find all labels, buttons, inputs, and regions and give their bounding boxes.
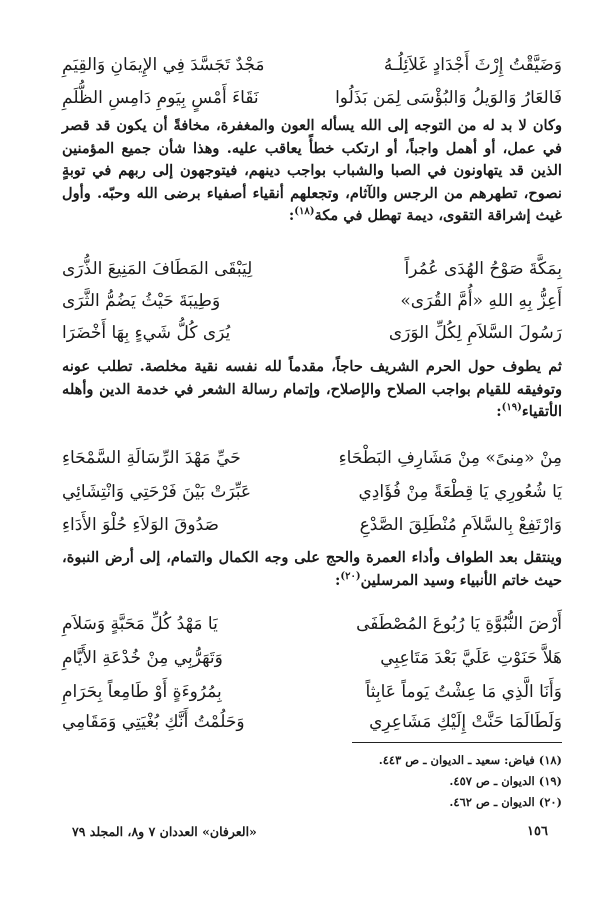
- verse-second-hemistich: صَدُوقَ الوَلاَءِ حُلْوَ الأَدَاءِ: [62, 515, 219, 535]
- footnote-item: (١٩) الديوان ـ ص ٤٥٧.: [449, 774, 562, 788]
- verse-second-hemistich: مَجْدٌ تَجَسَّدَ فِي الإِيمَانِ وَالقِيَمِ: [62, 55, 265, 75]
- paragraph-text: ثم يطوف حول الحرم الشريف حاجاً، مقدماً لله نفسه نقية مخلصة. تطلب عونه وتوفيقه للقيام بواجب الصلاح والإصلاح، وإتمام رسالة الشعر في خدمة الدين وأهله الأتقياء: [62, 358, 562, 420]
- verse-line: [62, 677, 562, 707]
- verse-first-hemistich: مِنْ «مِنىً» مِنْ مَشَارِفِ البَطْحَاءِ: [338, 448, 562, 468]
- verse-second-hemistich: يُرَى كُلُّ شَيءٍ بِهَا أَخْضَرَا: [62, 323, 231, 343]
- verse-line: [62, 707, 562, 737]
- verse-second-hemistich: نَقَاءَ أَمْسٍ بِيَومِ دَامِسِ الظُّلَمِ: [62, 88, 259, 108]
- verse-second-hemistich: لِيَبْقَى المَطَافَ المَنِيعَ الذُّرَى: [62, 259, 253, 279]
- verse-second-hemistich: عَبِّرَتْ بَيْنَ فَرْحَتِي وَانْتِشَائِي: [62, 482, 252, 502]
- verse-second-hemistich: بِمُرُوءَةٍ أَوْ طَامِعاً بِحَرَامِ: [62, 682, 222, 702]
- verse-line: [62, 510, 562, 540]
- verse-first-hemistich: وَأَنَا الَّذِي مَا عِشْتُ يَوماً عَابِثاً: [365, 682, 562, 702]
- verse-line: [62, 83, 562, 113]
- footnote-divider: [352, 742, 562, 743]
- paragraph: وينتقل بعد الطواف وأداء العمرة والحج على وجه الكمال والتمام، إلى أرض النبوة، حيث خاتم الأنبياء وسيد المرسلين$^{(٢٠)}$:: [62, 549, 562, 589]
- verse-line: [62, 643, 562, 673]
- verse-first-hemistich: هَلاَّ حَنَوْتِ عَلَيَّ بَعْدَ مَتَاعِبِي: [380, 648, 562, 668]
- footnote-reference: (٢٠): [340, 570, 361, 582]
- verse-first-hemistich: رَسُولَ السَّلاَمِ لِكُلِّ الوَرَى: [388, 323, 562, 343]
- footnote-reference: (١٨): [294, 206, 315, 218]
- footnote-reference: (١٩): [501, 402, 522, 414]
- verse-first-hemistich: فَالعَارُ وَالوَيلُ وَالبُؤْسَى لِمَن بَذَلُوا: [335, 88, 562, 108]
- verse-second-hemistich: وَتَهَرُّبِي مِنْ خُدْعَةِ الأَيَّامِ: [62, 648, 223, 668]
- verse-line: [62, 477, 562, 507]
- verse-first-hemistich: وَضَيَّقْتُ إِرْثَ أَجْدَادٍ غَلاَئِلُـهُ: [383, 55, 562, 75]
- verse-line: [62, 443, 562, 473]
- verse-line: [62, 318, 562, 348]
- footnotes: [202, 750, 562, 813]
- footnote-item: (١٨) فياض: سعيد ـ الديوان ـ ص ٤٤٣.: [378, 753, 562, 767]
- paragraph: وكان لا بد له من التوجه إلى الله يسأله العون والمغفرة، مخافةً أن يكون قد قصر في عمل، أو أهمل واجباً، أو ارتكب خطأً يعاقب عليه. وهذا شأن جميع المؤمنين الذين قد يتهاونون في الصبا والشباب بواجب دينهم، فيتوجهون إلى ربهم في توبةٍ نصوح، تطهرهم من الرجس والآثام، وتجعلهم أنقياء أصفياء برضى الله وحبّه. وأول غيث إشراقة التقوى، ديمة تهطل في مكة$^{(١٨)}$:: [62, 117, 562, 224]
- verse-line: [62, 609, 562, 639]
- verse-first-hemistich: بِمَكَّةَ صَوْحُ الهُدَى عُمُراً: [404, 259, 562, 279]
- verse-first-hemistich: وَارْتَفِعْ بِالسَّلاَمِ مُنْطَلِقَ الصَّدْعِ: [359, 515, 562, 535]
- verse-second-hemistich: وَطِيبَةَ حَيْثُ يَضُمُّ الثَّرَى: [62, 291, 221, 311]
- page-number: ١٥٦: [527, 824, 548, 839]
- paragraph-text: وينتقل بعد الطواف وأداء العمرة والحج على وجه الكمال والتمام، إلى أرض النبوة، حيث خاتم الأنبياء وسيد المرسلين: [62, 549, 562, 589]
- verse-first-hemistich: يَا شُعُورِي يَا قِطْعَةً مِنْ فُؤَادِي: [358, 482, 562, 502]
- verse-line: [62, 254, 562, 284]
- verse-first-hemistich: أَرْضَ النُّبُوَّةِ يَا رُبُوعَ المُصْطَفَى: [356, 614, 562, 634]
- paragraph: ثم يطوف حول الحرم الشريف حاجاً، مقدماً لله نفسه نقية مخلصة. تطلب عونه وتوفيقه للقيام بواجب الصلاح والإصلاح، وإتمام رسالة الشعر في خدمة الدين وأهله الأتقياء$^{(١٩)}$:: [62, 358, 562, 420]
- verse-line: [62, 286, 562, 316]
- verse-second-hemistich: حَيِّ مَهْدَ الرِّسَالَةِ السَّمْحَاءِ: [62, 448, 241, 468]
- paragraph-text: وكان لا بد له من التوجه إلى الله يسأله العون والمغفرة، مخافةً أن يكون قد قصر في عمل، أو أهمل واجباً، أو ارتكب خطأً يعاقب عليه. وهذا شأن جميع المؤمنين الذين قد يتهاونون في الصبا والشباب بواجب دينهم، فيتوجهون إلى ربهم في توبةٍ نصوح، تطهرهم من الرجس والآثام، وتجعلهم أنقياء أصفياء برضى الله وحبّه. وأول غيث إشراقة التقوى، ديمة تهطل في مكة: [62, 117, 562, 224]
- verse-second-hemistich: يَا مَهْدُ كُلِّ مَحَبَّةٍ وَسَلاَمِ: [62, 614, 218, 634]
- verse-first-hemistich: وَلَطَالَمَا حَنَّتْ إِلَيْكِ مَشَاعِرِي: [369, 712, 562, 732]
- running-footer: «العرفان» العددان ٧ و٨، المجلد ٧٩: [72, 824, 257, 839]
- verse-line: [62, 50, 562, 80]
- footnote-item: (٢٠) الديوان ـ ص ٤٦٢.: [449, 795, 562, 809]
- verse-second-hemistich: وَحَلُمْتُ أَنَّكِ بُغْيَتِي وَمَقَامِي: [62, 712, 245, 732]
- verse-first-hemistich: أَعِزُّ بِهِ اللهِ «أُمَّ القُرَى»: [400, 291, 562, 311]
